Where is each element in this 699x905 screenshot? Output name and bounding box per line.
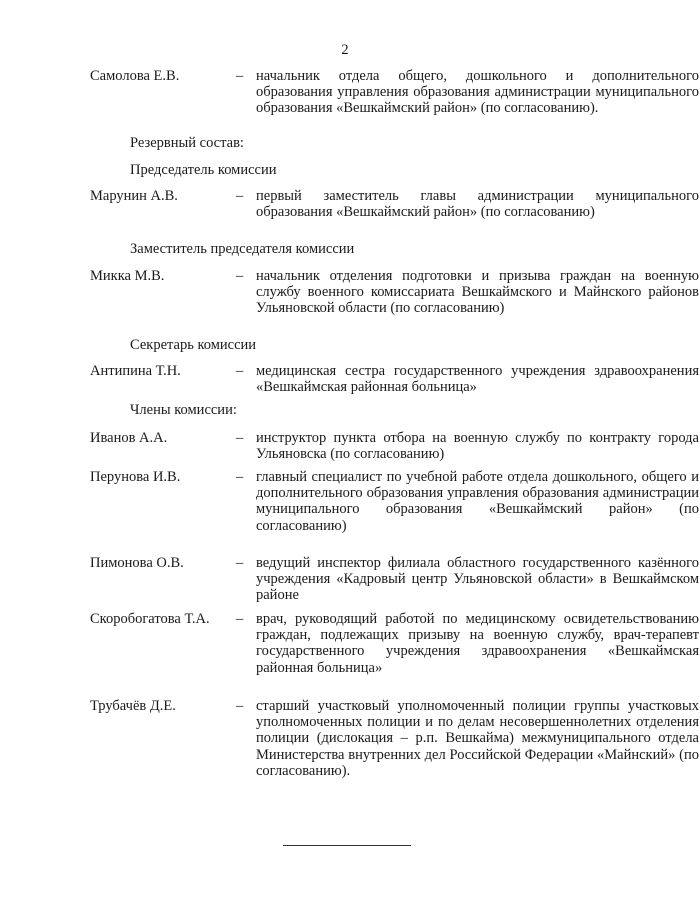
dash: – [236, 698, 244, 714]
section-deputy: Заместитель председателя комиссии [130, 241, 355, 257]
dash: – [236, 430, 244, 446]
member-name: Скоробогатова Т.А. [90, 611, 210, 627]
page-number: 2 [341, 42, 349, 58]
member-position: главный специалист по учебной работе отдела дошкольного, общего и дополнительного образования управления образования администрации муниципального образования «Вешкаймский район» (по согласованию) [256, 469, 699, 534]
member-name: Трубачёв Д.Е. [90, 698, 176, 714]
dash: – [236, 268, 244, 284]
member-position: ведущий инспектор филиала областного государственного казённого учреждения «Кадровый центр Ульяновской области» в Вешкаймском районе [256, 555, 699, 604]
section-secretary: Секретарь комиссии [130, 337, 257, 353]
member-name: Пимонова О.В. [90, 555, 184, 571]
member-position: врач, руководящий работой по медицинскому освидетельствованию граждан, подлежащих призыву на военную службу, врач-терапевт государственного учреждения здравоохранения «Вешкаймская районная больница» [256, 611, 699, 676]
member-name: Иванов А.А. [90, 430, 168, 446]
section-reserve: Резервный состав: [130, 135, 244, 151]
member-position: инструктор пункта отбора на военную службу по контракту города Ульяновска (по согласованию) [256, 430, 699, 463]
dash: – [236, 68, 244, 84]
section-chairman: Председатель комиссии [130, 162, 277, 178]
member-name: Марунин А.В. [90, 188, 178, 204]
dash: – [236, 611, 244, 627]
dash: – [236, 555, 244, 571]
member-name: Самолова Е.В. [90, 68, 180, 84]
dash: – [236, 469, 244, 485]
member-position: первый заместитель главы администрации муниципального образования «Вешкаймский район» (по согласованию) [256, 188, 699, 221]
member-name: Антипина Т.Н. [90, 363, 181, 379]
member-position: старший участковый уполномоченный полиции группы участковых уполномоченных полиции и по делам несовершеннолетних отделения полиции (дислокация – р.п. Вешкайма) межмуниципального отдела Министерства внутренних дел Российской Федерации «Майнский» (по согласованию). [256, 698, 699, 779]
member-position: начальник отдела общего, дошкольного и дополнительного образования управления образования администрации муниципального образования «Вешкаймский район» (по согласованию). [256, 68, 699, 117]
member-name: Перунова И.В. [90, 469, 181, 485]
dash: – [236, 363, 244, 379]
member-position: медицинская сестра государственного учреждения здравоохранения «Вешкаймская районная больница» [256, 363, 699, 396]
member-name: Микка М.В. [90, 268, 165, 284]
section-members: Члены комиссии: [130, 402, 237, 418]
member-position: начальник отделения подготовки и призыва граждан на военную службу военного комиссариата Вешкаймского и Майнского районов Ульяновской области (по согласованию) [256, 268, 699, 317]
closing-rule [283, 845, 411, 846]
dash: – [236, 188, 244, 204]
